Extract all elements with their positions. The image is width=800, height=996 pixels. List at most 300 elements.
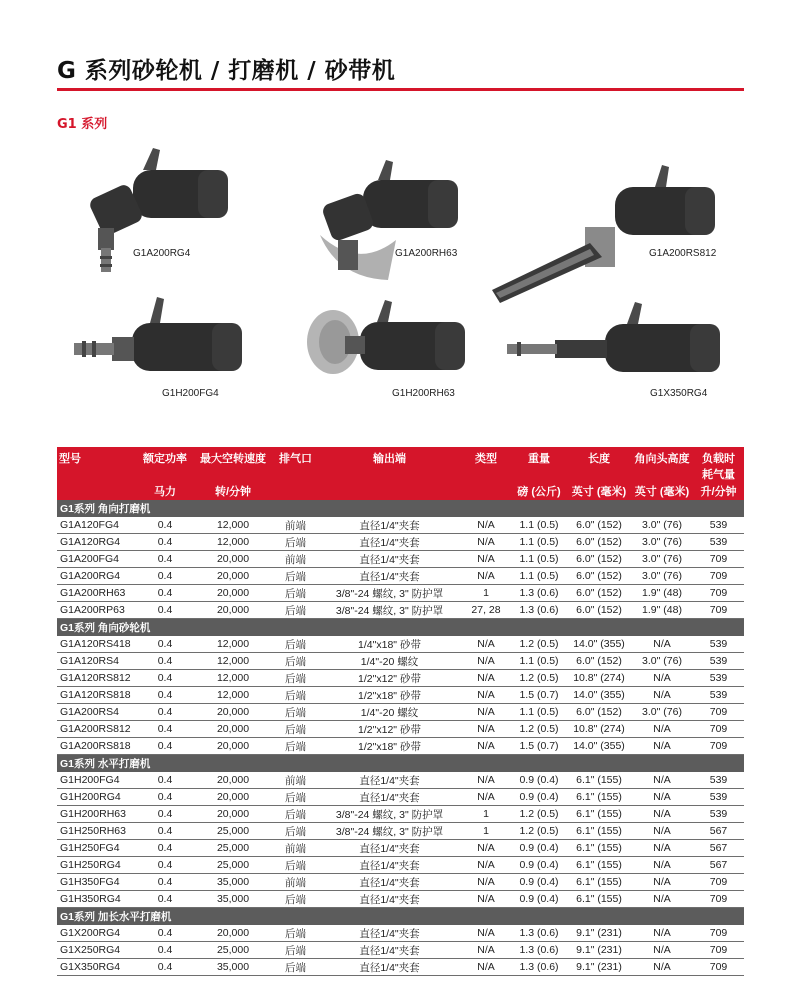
- cell-rated-power: 0.4: [137, 636, 193, 653]
- unit-air: 升/分钟: [693, 482, 744, 500]
- cell-exhaust: 后端: [273, 806, 318, 823]
- cell-model: G1A200RP63: [57, 602, 137, 619]
- table-row: [57, 772, 744, 789]
- cell-type: N/A: [461, 568, 511, 585]
- cell-rated-power: 0.4: [137, 789, 193, 806]
- cell-type: N/A: [461, 942, 511, 959]
- cell-exhaust: 后端: [273, 585, 318, 602]
- cell-exhaust: 后端: [273, 925, 318, 942]
- cell-weight: 1.2 (0.5): [511, 721, 567, 738]
- cell-exhaust: 后端: [273, 704, 318, 721]
- cell-model: G1H200RH63: [57, 806, 137, 823]
- table-row: [57, 840, 744, 857]
- cell-length: 6.0" (152): [567, 585, 631, 602]
- cell-air-consumption: 709: [693, 585, 744, 602]
- table-row: [57, 925, 744, 942]
- section-row: [57, 619, 744, 637]
- cell-model: G1A200RS4: [57, 704, 137, 721]
- cell-weight: 1.3 (0.6): [511, 959, 567, 976]
- cell-weight: 1.3 (0.6): [511, 925, 567, 942]
- cell-type: N/A: [461, 517, 511, 534]
- cell-rated-power: 0.4: [137, 670, 193, 687]
- cell-max-speed: 20,000: [193, 721, 273, 738]
- cell-air-consumption: 539: [693, 653, 744, 670]
- cell-weight: 1.1 (0.5): [511, 568, 567, 585]
- tool-caption: G1A200RH63: [395, 248, 458, 259]
- cell-rated-power: 0.4: [137, 925, 193, 942]
- cell-rated-power: 0.4: [137, 517, 193, 534]
- cell-output: 直径1/4"夹套: [318, 840, 461, 857]
- cell-type: N/A: [461, 891, 511, 908]
- cell-length: 6.1" (155): [567, 874, 631, 891]
- cell-type: 1: [461, 806, 511, 823]
- cell-air-consumption: 539: [693, 670, 744, 687]
- cell-air-consumption: 709: [693, 959, 744, 976]
- cell-output: 1/2"x18" 砂带: [318, 687, 461, 704]
- table-row: [57, 568, 744, 585]
- cell-exhaust: 后端: [273, 534, 318, 551]
- cell-output: 直径1/4"夹套: [318, 789, 461, 806]
- cell-output: 直径1/4"夹套: [318, 891, 461, 908]
- cell-max-speed: 20,000: [193, 602, 273, 619]
- cell-rated-power: 0.4: [137, 551, 193, 568]
- cell-rated-power: 0.4: [137, 585, 193, 602]
- header-air-line1: 负载时: [702, 453, 735, 465]
- cell-exhaust: 后端: [273, 738, 318, 755]
- cell-model: G1H200RG4: [57, 789, 137, 806]
- cell-model: G1A200FG4: [57, 551, 137, 568]
- header-head-height: 角向头高度: [631, 447, 693, 482]
- cell-output: 直径1/4"夹套: [318, 517, 461, 534]
- cell-type: 1: [461, 823, 511, 840]
- cell-exhaust: 后端: [273, 721, 318, 738]
- cell-weight: 1.1 (0.5): [511, 704, 567, 721]
- cell-length: 6.1" (155): [567, 857, 631, 874]
- cell-output: 直径1/4"夹套: [318, 772, 461, 789]
- cell-output: 1/2"x12" 砂带: [318, 670, 461, 687]
- cell-rated-power: 0.4: [137, 653, 193, 670]
- cell-length: 9.1" (231): [567, 959, 631, 976]
- cell-max-speed: 25,000: [193, 840, 273, 857]
- cell-weight: 1.1 (0.5): [511, 653, 567, 670]
- cell-type: N/A: [461, 925, 511, 942]
- cell-rated-power: 0.4: [137, 534, 193, 551]
- cell-rated-power: 0.4: [137, 857, 193, 874]
- cell-head-height: 1.9" (48): [631, 585, 693, 602]
- table-row: [57, 585, 744, 602]
- cell-weight: 1.5 (0.7): [511, 738, 567, 755]
- cell-model: G1X250RG4: [57, 942, 137, 959]
- cell-output: 1/2"x18" 砂带: [318, 738, 461, 755]
- cell-exhaust: 后端: [273, 942, 318, 959]
- cell-air-consumption: 539: [693, 534, 744, 551]
- cell-max-speed: 12,000: [193, 670, 273, 687]
- cell-rated-power: 0.4: [137, 602, 193, 619]
- cell-weight: 1.2 (0.5): [511, 636, 567, 653]
- cell-exhaust: 后端: [273, 568, 318, 585]
- cell-head-height: N/A: [631, 840, 693, 857]
- cell-type: N/A: [461, 721, 511, 738]
- cell-head-height: N/A: [631, 925, 693, 942]
- cell-head-height: N/A: [631, 959, 693, 976]
- header-exhaust: 排气口: [273, 447, 318, 482]
- section-title: G1系列 水平打磨机: [57, 755, 744, 773]
- cell-model: G1A120RS818: [57, 687, 137, 704]
- cell-length: 6.0" (152): [567, 568, 631, 585]
- tool-caption: G1H200RH63: [392, 388, 455, 399]
- cell-rated-power: 0.4: [137, 942, 193, 959]
- cell-model: G1A120RS4: [57, 653, 137, 670]
- header-rated-power: 额定功率: [137, 447, 193, 482]
- cell-max-speed: 25,000: [193, 857, 273, 874]
- table-row: [57, 823, 744, 840]
- cell-exhaust: 后端: [273, 789, 318, 806]
- cell-model: G1H350RG4: [57, 891, 137, 908]
- cell-weight: 0.9 (0.4): [511, 891, 567, 908]
- table-row: [57, 602, 744, 619]
- cell-rated-power: 0.4: [137, 568, 193, 585]
- cell-length: 9.1" (231): [567, 942, 631, 959]
- cell-air-consumption: 539: [693, 687, 744, 704]
- cell-max-speed: 20,000: [193, 772, 273, 789]
- cell-length: 6.1" (155): [567, 772, 631, 789]
- tool-caption: G1A200RG4: [133, 248, 191, 259]
- cell-head-height: 3.0" (76): [631, 653, 693, 670]
- cell-output: 直径1/4"夹套: [318, 534, 461, 551]
- header-type: 类型: [461, 447, 511, 482]
- cell-weight: 0.9 (0.4): [511, 840, 567, 857]
- cell-weight: 1.3 (0.6): [511, 585, 567, 602]
- table-row: [57, 670, 744, 687]
- cell-output: 直径1/4"夹套: [318, 568, 461, 585]
- cell-type: N/A: [461, 772, 511, 789]
- header-length: 长度: [567, 447, 631, 482]
- cell-air-consumption: 567: [693, 840, 744, 857]
- header-air-consumption: [693, 447, 744, 482]
- cell-output: 直径1/4"夹套: [318, 942, 461, 959]
- cell-max-speed: 35,000: [193, 874, 273, 891]
- cell-model: G1A200RS818: [57, 738, 137, 755]
- cell-air-consumption: 709: [693, 738, 744, 755]
- cell-weight: 1.2 (0.5): [511, 670, 567, 687]
- cell-exhaust: 后端: [273, 670, 318, 687]
- cell-rated-power: 0.4: [137, 823, 193, 840]
- cell-type: N/A: [461, 738, 511, 755]
- cell-head-height: N/A: [631, 687, 693, 704]
- cell-type: N/A: [461, 959, 511, 976]
- cell-air-consumption: 567: [693, 857, 744, 874]
- cell-max-speed: 35,000: [193, 891, 273, 908]
- unit-hp: 马力: [137, 482, 193, 500]
- cell-max-speed: 12,000: [193, 687, 273, 704]
- cell-air-consumption: 539: [693, 772, 744, 789]
- cell-max-speed: 20,000: [193, 568, 273, 585]
- table-row: [57, 874, 744, 891]
- cell-head-height: N/A: [631, 670, 693, 687]
- cell-length: 6.1" (155): [567, 789, 631, 806]
- table-row: [57, 551, 744, 568]
- cell-air-consumption: 539: [693, 517, 744, 534]
- table-row: [57, 517, 744, 534]
- cell-output: 3/8"-24 螺纹, 3" 防护罩: [318, 585, 461, 602]
- cell-head-height: N/A: [631, 874, 693, 891]
- tool-caption: G1H200FG4: [162, 388, 219, 399]
- cell-length: 6.0" (152): [567, 653, 631, 670]
- cell-length: 6.0" (152): [567, 551, 631, 568]
- header-output: 输出端: [318, 447, 461, 482]
- cell-max-speed: 25,000: [193, 823, 273, 840]
- cell-type: N/A: [461, 857, 511, 874]
- cell-air-consumption: 709: [693, 925, 744, 942]
- cell-output: 1/4"-20 螺纹: [318, 653, 461, 670]
- cell-weight: 0.9 (0.4): [511, 789, 567, 806]
- cell-length: 6.1" (155): [567, 806, 631, 823]
- cell-head-height: 3.0" (76): [631, 551, 693, 568]
- cell-head-height: 3.0" (76): [631, 568, 693, 585]
- cell-output: 直径1/4"夹套: [318, 959, 461, 976]
- table-row: [57, 891, 744, 908]
- cell-max-speed: 20,000: [193, 738, 273, 755]
- cell-length: 14.0" (355): [567, 687, 631, 704]
- cell-air-consumption: 709: [693, 891, 744, 908]
- cell-max-speed: 20,000: [193, 551, 273, 568]
- cell-type: N/A: [461, 704, 511, 721]
- cell-max-speed: 12,000: [193, 636, 273, 653]
- cell-head-height: 3.0" (76): [631, 534, 693, 551]
- cell-head-height: N/A: [631, 806, 693, 823]
- cell-air-consumption: 539: [693, 806, 744, 823]
- cell-type: 1: [461, 585, 511, 602]
- cell-air-consumption: 539: [693, 789, 744, 806]
- cell-exhaust: 后端: [273, 653, 318, 670]
- cell-head-height: N/A: [631, 857, 693, 874]
- cell-max-speed: 20,000: [193, 925, 273, 942]
- cell-max-speed: 12,000: [193, 517, 273, 534]
- cell-weight: 0.9 (0.4): [511, 857, 567, 874]
- cell-exhaust: 后端: [273, 602, 318, 619]
- cell-type: N/A: [461, 670, 511, 687]
- header-max-speed: 最大空转速度: [193, 447, 273, 482]
- cell-rated-power: 0.4: [137, 704, 193, 721]
- cell-max-speed: 20,000: [193, 806, 273, 823]
- cell-max-speed: 25,000: [193, 942, 273, 959]
- table-row: [57, 704, 744, 721]
- header-model: 型号: [57, 447, 137, 482]
- cell-rated-power: 0.4: [137, 806, 193, 823]
- cell-type: N/A: [461, 789, 511, 806]
- cell-exhaust: 后端: [273, 857, 318, 874]
- table-row: [57, 636, 744, 653]
- unit-length: 英寸 (毫米): [567, 482, 631, 500]
- cell-rated-power: 0.4: [137, 738, 193, 755]
- cell-air-consumption: 709: [693, 721, 744, 738]
- cell-weight: 1.1 (0.5): [511, 534, 567, 551]
- table-row: [57, 653, 744, 670]
- cell-output: 1/4"-20 螺纹: [318, 704, 461, 721]
- cell-type: N/A: [461, 653, 511, 670]
- table-row: [57, 738, 744, 755]
- page-title: G 系列砂轮机 / 打磨机 / 砂带机: [57, 58, 396, 84]
- cell-length: 6.0" (152): [567, 602, 631, 619]
- cell-model: G1A120FG4: [57, 517, 137, 534]
- cell-head-height: 3.0" (76): [631, 704, 693, 721]
- cell-output: 直径1/4"夹套: [318, 874, 461, 891]
- series-subtitle: G1 系列: [57, 117, 108, 132]
- cell-exhaust: 后端: [273, 687, 318, 704]
- cell-head-height: N/A: [631, 636, 693, 653]
- extended-grinder-image: [505, 302, 720, 387]
- cell-length: 14.0" (355): [567, 636, 631, 653]
- cell-head-height: N/A: [631, 772, 693, 789]
- belt-sander-image: [490, 165, 720, 305]
- cell-weight: 0.9 (0.4): [511, 772, 567, 789]
- cell-length: 10.8" (274): [567, 670, 631, 687]
- cell-weight: 0.9 (0.4): [511, 874, 567, 891]
- table-row: [57, 959, 744, 976]
- cell-head-height: N/A: [631, 721, 693, 738]
- cell-model: G1A120RG4: [57, 534, 137, 551]
- cell-type: N/A: [461, 551, 511, 568]
- cell-length: 6.0" (152): [567, 704, 631, 721]
- unit-weight: 磅 (公斤): [511, 482, 567, 500]
- section-title: G1系列 角向砂轮机: [57, 619, 744, 637]
- cell-model: G1A120RS812: [57, 670, 137, 687]
- section-title: G1系列 角向打磨机: [57, 500, 744, 517]
- cell-model: G1H250RH63: [57, 823, 137, 840]
- cell-length: 6.1" (155): [567, 823, 631, 840]
- cell-type: 27, 28: [461, 602, 511, 619]
- cell-length: 6.0" (152): [567, 517, 631, 534]
- cell-weight: 1.2 (0.5): [511, 806, 567, 823]
- cell-rated-power: 0.4: [137, 721, 193, 738]
- cell-type: N/A: [461, 534, 511, 551]
- cell-max-speed: 35,000: [193, 959, 273, 976]
- cell-model: G1A200RH63: [57, 585, 137, 602]
- cell-output: 直径1/4"夹套: [318, 551, 461, 568]
- cell-rated-power: 0.4: [137, 874, 193, 891]
- table-row: [57, 687, 744, 704]
- cell-output: 1/2"x12" 砂带: [318, 721, 461, 738]
- cell-output: 3/8"-24 螺纹, 3" 防护罩: [318, 823, 461, 840]
- cell-head-height: N/A: [631, 823, 693, 840]
- cell-weight: 1.5 (0.7): [511, 687, 567, 704]
- header-air-line2: 耗气量: [702, 469, 735, 481]
- table-row: [57, 534, 744, 551]
- cell-max-speed: 20,000: [193, 704, 273, 721]
- cell-model: G1H250RG4: [57, 857, 137, 874]
- cell-length: 10.8" (274): [567, 721, 631, 738]
- straight-grinder-guard-image: [305, 300, 465, 385]
- cell-length: 14.0" (355): [567, 738, 631, 755]
- cell-max-speed: 12,000: [193, 653, 273, 670]
- cell-air-consumption: 709: [693, 942, 744, 959]
- section-row: [57, 500, 744, 517]
- cell-exhaust: 后端: [273, 891, 318, 908]
- cell-model: G1A120RS418: [57, 636, 137, 653]
- table-row: [57, 721, 744, 738]
- angle-grinder-guard-image: [318, 160, 458, 285]
- cell-head-height: N/A: [631, 891, 693, 908]
- spec-table: [57, 447, 744, 976]
- table-row: [57, 942, 744, 959]
- cell-exhaust: 前端: [273, 551, 318, 568]
- cell-model: G1A200RS812: [57, 721, 137, 738]
- table-row: [57, 806, 744, 823]
- cell-output: 3/8"-24 螺纹, 3" 防护罩: [318, 806, 461, 823]
- cell-air-consumption: 709: [693, 602, 744, 619]
- cell-head-height: 1.9" (48): [631, 602, 693, 619]
- cell-output: 1/4"x18" 砂带: [318, 636, 461, 653]
- cell-max-speed: 20,000: [193, 789, 273, 806]
- cell-rated-power: 0.4: [137, 891, 193, 908]
- title-divider: [57, 88, 744, 91]
- cell-output: 直径1/4"夹套: [318, 857, 461, 874]
- cell-air-consumption: 709: [693, 568, 744, 585]
- cell-model: G1X200RG4: [57, 925, 137, 942]
- cell-head-height: N/A: [631, 738, 693, 755]
- cell-exhaust: 前端: [273, 874, 318, 891]
- table-row: [57, 857, 744, 874]
- cell-rated-power: 0.4: [137, 687, 193, 704]
- unit-head-height: 英寸 (毫米): [631, 482, 693, 500]
- cell-weight: 1.2 (0.5): [511, 823, 567, 840]
- straight-grinder-image: [72, 295, 242, 385]
- cell-model: G1X350RG4: [57, 959, 137, 976]
- cell-exhaust: 前端: [273, 517, 318, 534]
- cell-model: G1H250FG4: [57, 840, 137, 857]
- cell-output: 直径1/4"夹套: [318, 925, 461, 942]
- cell-type: N/A: [461, 636, 511, 653]
- cell-weight: 1.1 (0.5): [511, 551, 567, 568]
- cell-weight: 1.1 (0.5): [511, 517, 567, 534]
- cell-exhaust: 后端: [273, 823, 318, 840]
- cell-rated-power: 0.4: [137, 840, 193, 857]
- cell-type: N/A: [461, 874, 511, 891]
- cell-model: G1H200FG4: [57, 772, 137, 789]
- cell-air-consumption: 709: [693, 704, 744, 721]
- table-row: [57, 789, 744, 806]
- cell-type: N/A: [461, 687, 511, 704]
- cell-exhaust: 前端: [273, 772, 318, 789]
- section-row: [57, 908, 744, 926]
- section-row: [57, 755, 744, 773]
- cell-length: 6.1" (155): [567, 840, 631, 857]
- cell-air-consumption: 567: [693, 823, 744, 840]
- cell-exhaust: 后端: [273, 636, 318, 653]
- cell-rated-power: 0.4: [137, 959, 193, 976]
- cell-air-consumption: 539: [693, 636, 744, 653]
- cell-exhaust: 前端: [273, 840, 318, 857]
- cell-model: G1A200RG4: [57, 568, 137, 585]
- cell-rated-power: 0.4: [137, 772, 193, 789]
- cell-air-consumption: 709: [693, 551, 744, 568]
- cell-length: 9.1" (231): [567, 925, 631, 942]
- cell-head-height: 3.0" (76): [631, 517, 693, 534]
- cell-model: G1H350FG4: [57, 874, 137, 891]
- cell-max-speed: 12,000: [193, 534, 273, 551]
- tool-caption: G1A200RS812: [649, 248, 717, 259]
- cell-weight: 1.3 (0.6): [511, 942, 567, 959]
- cell-air-consumption: 709: [693, 874, 744, 891]
- tool-caption: G1X350RG4: [650, 388, 708, 399]
- cell-output: 3/8"-24 螺纹, 3" 防护罩: [318, 602, 461, 619]
- cell-type: N/A: [461, 840, 511, 857]
- section-title: G1系列 加长水平打磨机: [57, 908, 744, 926]
- cell-head-height: N/A: [631, 789, 693, 806]
- cell-head-height: N/A: [631, 942, 693, 959]
- cell-length: 6.1" (155): [567, 891, 631, 908]
- cell-exhaust: 后端: [273, 959, 318, 976]
